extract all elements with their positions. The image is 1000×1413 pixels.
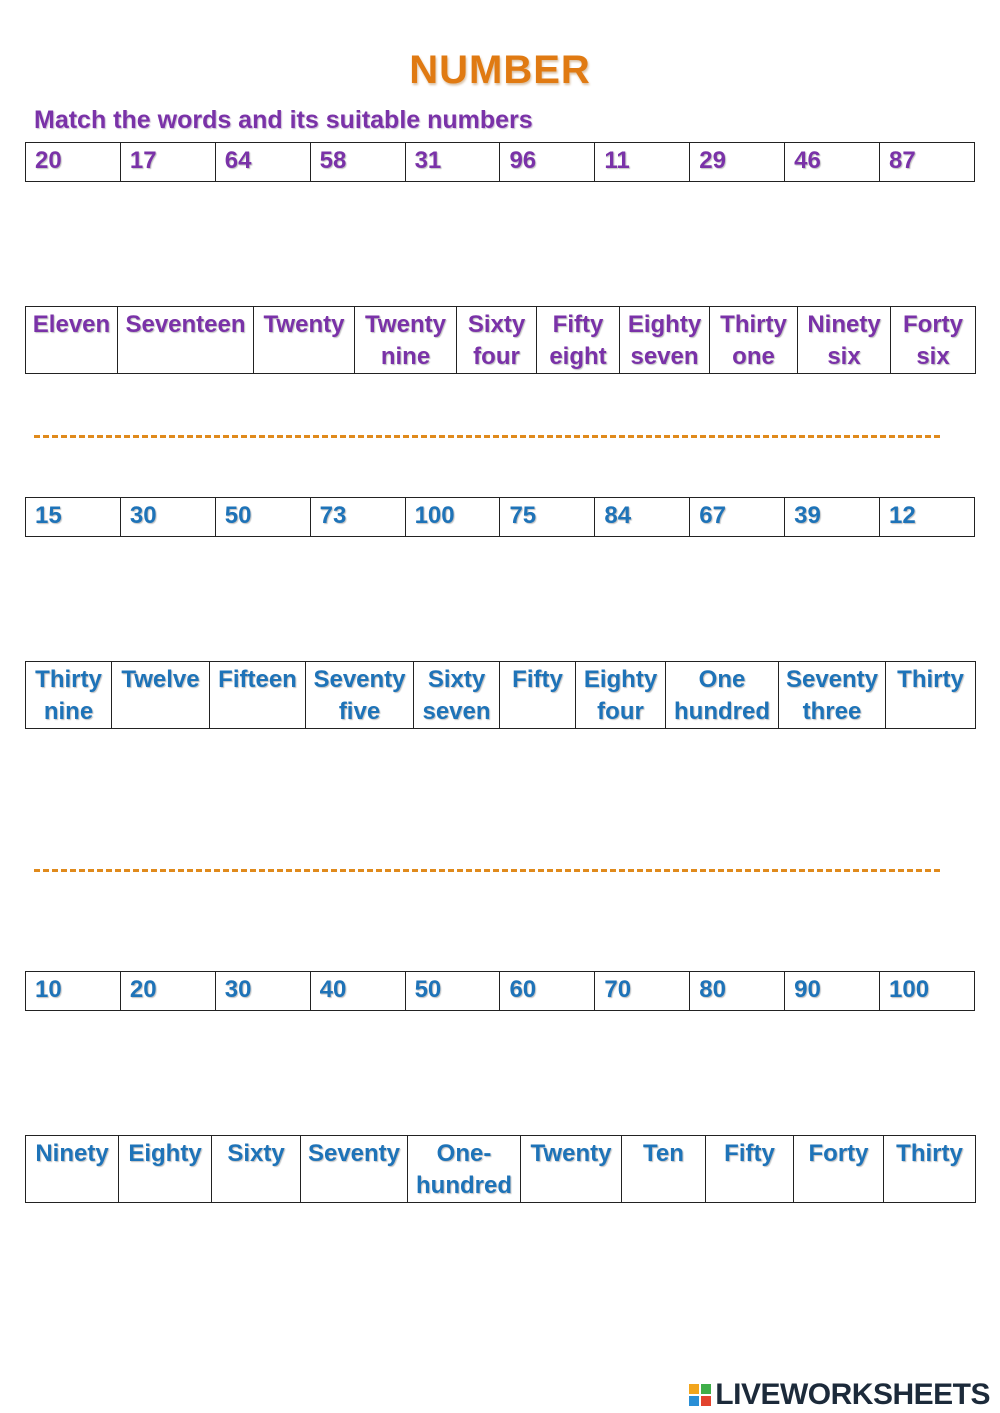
word-line: Eighty — [583, 666, 658, 693]
word-line: Ninety — [807, 311, 881, 338]
word-line: Sixty — [227, 1140, 285, 1167]
numbers-table-1 — [25, 142, 975, 182]
word-line: Fifteen — [218, 666, 297, 693]
word-cell[interactable] — [355, 307, 457, 374]
word-line: hundred — [674, 698, 770, 725]
word-line: nine — [380, 343, 431, 370]
word-cell[interactable] — [710, 307, 798, 374]
word-cell[interactable] — [891, 307, 976, 374]
word-line: Seventy — [785, 666, 879, 693]
liveworksheets-logo — [689, 1378, 990, 1412]
number-cell[interactable]: 10 — [26, 972, 121, 1011]
number-cell[interactable]: 12 — [880, 498, 975, 537]
words-table-3 — [25, 1135, 976, 1203]
word-cell[interactable] — [306, 662, 414, 729]
word-cell[interactable] — [794, 1136, 884, 1203]
word-line: Fifty — [512, 666, 563, 693]
number-cell[interactable]: 60 — [500, 972, 595, 1011]
number-cell[interactable]: 80 — [690, 972, 785, 1011]
word-line: Eleven — [32, 311, 111, 338]
number-cell[interactable]: 30 — [120, 498, 215, 537]
word-cell[interactable] — [26, 662, 112, 729]
number-cell[interactable]: 15 — [26, 498, 121, 537]
word-cell[interactable] — [622, 1136, 706, 1203]
word-cell[interactable] — [886, 662, 976, 729]
number-cell[interactable]: 100 — [405, 498, 500, 537]
word-cell[interactable] — [706, 1136, 794, 1203]
number-cell[interactable]: 31 — [405, 143, 500, 182]
number-cell[interactable]: 75 — [500, 498, 595, 537]
word-cell[interactable] — [666, 662, 779, 729]
word-line: one — [732, 343, 775, 370]
word-cell[interactable] — [112, 662, 210, 729]
word-line: Thirty — [35, 666, 102, 693]
number-cell[interactable]: 87 — [880, 143, 975, 182]
word-cell[interactable] — [884, 1136, 976, 1203]
word-cell[interactable] — [301, 1136, 408, 1203]
word-cell[interactable] — [537, 307, 620, 374]
word-line: eight — [549, 343, 607, 370]
word-cell[interactable] — [620, 307, 710, 374]
number-cell[interactable]: 30 — [215, 972, 310, 1011]
word-line: Sixty — [427, 666, 486, 693]
number-cell[interactable]: 50 — [215, 498, 310, 537]
word-line: five — [338, 698, 381, 725]
worksheet-title: NUMBER — [409, 48, 591, 92]
word-line: Twelve — [121, 666, 200, 693]
number-cell[interactable]: 20 — [26, 143, 121, 182]
word-line: four — [473, 343, 520, 370]
word-line: six — [916, 343, 950, 370]
word-line: Twenty — [263, 311, 345, 338]
word-cell[interactable] — [576, 662, 666, 729]
word-cell[interactable] — [210, 662, 306, 729]
words-table-1 — [25, 306, 976, 374]
word-line: seven — [630, 343, 699, 370]
liveworksheets-logo-icon — [689, 1384, 711, 1406]
word-line: seven — [422, 698, 491, 725]
number-cell[interactable]: 90 — [785, 972, 880, 1011]
number-cell[interactable]: 20 — [120, 972, 215, 1011]
number-cell[interactable]: 29 — [690, 143, 785, 182]
number-cell[interactable]: 46 — [785, 143, 880, 182]
word-cell[interactable] — [414, 662, 500, 729]
numbers-table-2 — [25, 497, 975, 537]
number-cell[interactable]: 58 — [310, 143, 405, 182]
section-divider — [34, 869, 940, 872]
section-divider — [34, 435, 940, 438]
words-table-2 — [25, 661, 976, 729]
word-line: hundred — [416, 1172, 512, 1199]
word-cell[interactable] — [26, 1136, 119, 1203]
logo-text: LIVEWORKSHEETS — [715, 1378, 990, 1411]
word-line: four — [597, 698, 644, 725]
word-cell[interactable] — [212, 1136, 301, 1203]
word-line: Thirty — [720, 311, 787, 338]
number-cell[interactable]: 40 — [310, 972, 405, 1011]
word-cell[interactable] — [118, 307, 254, 374]
word-line: Ten — [643, 1140, 684, 1167]
number-cell[interactable]: 67 — [690, 498, 785, 537]
word-cell[interactable] — [254, 307, 355, 374]
number-cell[interactable]: 11 — [595, 143, 690, 182]
word-line: Ninety — [35, 1140, 109, 1167]
word-cell[interactable] — [26, 307, 118, 374]
instruction-text: Match the words and its suitable numbers — [34, 106, 533, 134]
word-line: Forty — [808, 1140, 869, 1167]
word-cell[interactable] — [798, 307, 891, 374]
word-line: Eighty — [128, 1140, 202, 1167]
number-cell[interactable]: 73 — [310, 498, 405, 537]
number-cell[interactable]: 84 — [595, 498, 690, 537]
word-line: nine — [43, 698, 94, 725]
word-line: Seventeen — [125, 311, 246, 338]
number-cell[interactable]: 50 — [405, 972, 500, 1011]
number-cell[interactable]: 96 — [500, 143, 595, 182]
word-cell[interactable] — [500, 662, 576, 729]
number-cell[interactable]: 70 — [595, 972, 690, 1011]
word-cell[interactable] — [779, 662, 886, 729]
word-line: Twenty — [530, 1140, 612, 1167]
word-line: six — [827, 343, 861, 370]
word-line: Eighty — [627, 311, 702, 338]
word-line: three — [802, 698, 862, 725]
word-line: One — [698, 666, 746, 693]
word-line: Fifty — [724, 1140, 775, 1167]
word-line: Thirty — [897, 666, 964, 693]
word-line: Thirty — [896, 1140, 963, 1167]
word-line: Fifty — [552, 311, 604, 338]
numbers-table-3 — [25, 971, 975, 1011]
word-cell[interactable] — [457, 307, 537, 374]
word-line: Forty — [903, 311, 963, 338]
number-cell[interactable]: 17 — [120, 143, 215, 182]
word-cell[interactable] — [521, 1136, 622, 1203]
word-line: One- — [436, 1140, 492, 1167]
number-cell[interactable]: 64 — [215, 143, 310, 182]
word-line: Seventy — [313, 666, 406, 693]
word-line: Twenty — [365, 311, 446, 338]
word-cell[interactable] — [408, 1136, 521, 1203]
word-line: Sixty — [467, 311, 526, 338]
number-cell[interactable]: 100 — [880, 972, 975, 1011]
number-cell[interactable]: 39 — [785, 498, 880, 537]
word-line: Seventy — [307, 1140, 401, 1167]
word-cell[interactable] — [119, 1136, 212, 1203]
